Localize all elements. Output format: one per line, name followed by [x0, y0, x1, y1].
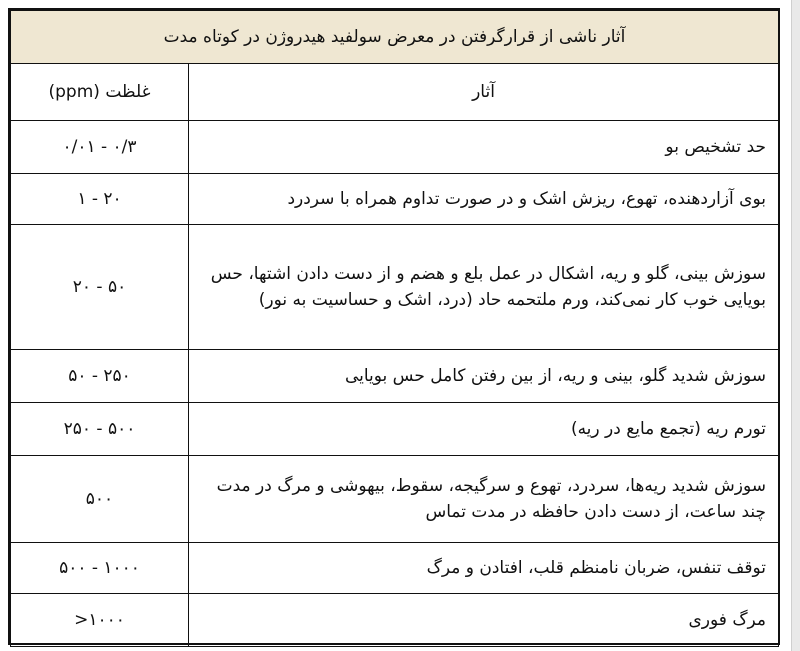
table-row [11, 403, 779, 456]
effect-cell: سوزش شدید ریه‌ها، سردرد، تهوع و سرگیجه، سقوط، بیهوشی و مرگ در مدت چند ساعت، از دست دادن حافظه در مدت تماس [189, 456, 779, 543]
header-concentration: غلظت (ppm) [11, 64, 189, 121]
concentration-cell: ۵۰۰ [11, 456, 189, 543]
effect-cell: مرگ فوری [189, 594, 779, 647]
concentration-cell: ۵۰ - ۲۵۰ [11, 350, 189, 403]
concentration-cell: ۲۰ - ۵۰ [11, 225, 189, 350]
effect-cell: حد تشخیص بو [189, 121, 779, 174]
table-row [11, 225, 779, 350]
table-title-row [11, 11, 779, 64]
table-row [11, 174, 779, 225]
table-row [11, 456, 779, 543]
concentration-cell: ۰/۰۱ - ۰/۳ [11, 121, 189, 174]
table-title: آثار ناشی از قرارگرفتن در معرض سولفید هیدروژن در کوتاه مدت [11, 11, 779, 64]
concentration-cell: >۱۰۰۰ [11, 594, 189, 647]
table-row [11, 121, 779, 174]
concentration-cell: ۲۵۰ - ۵۰۰ [11, 403, 189, 456]
effect-cell: سوزش بینی، گلو و ریه، اشکال در عمل بلع و هضم و از دست دادن اشتها، حس بویایی خوب کار نمی‌کند، ورم ملتحمه حاد (درد، اشک و حساسیت به نور) [189, 225, 779, 350]
table-header-row [11, 64, 779, 121]
effect-cell: تورم ریه (تجمع مایع در ریه) [189, 403, 779, 456]
effect-cell: سوزش شدید گلو، بینی و ریه، از بین رفتن کامل حس بویایی [189, 350, 779, 403]
effect-cell: بوی آزاردهنده، تهوع، ریزش اشک و در صورت تداوم همراه با سردرد [189, 174, 779, 225]
concentration-cell: ۵۰۰ - ۱۰۰۰ [11, 543, 189, 594]
effects-table [10, 10, 779, 647]
header-effects: آثار [189, 64, 779, 121]
effect-cell: توقف تنفس، ضربان نامنظم قلب، افتادن و مرگ [189, 543, 779, 594]
table-row [11, 543, 779, 594]
concentration-cell: ۱ - ۲۰ [11, 174, 189, 225]
table-row [11, 594, 779, 647]
window-edge-scrollbar[interactable] [791, 0, 800, 651]
document-table-frame [8, 8, 780, 645]
table-row [11, 350, 779, 403]
